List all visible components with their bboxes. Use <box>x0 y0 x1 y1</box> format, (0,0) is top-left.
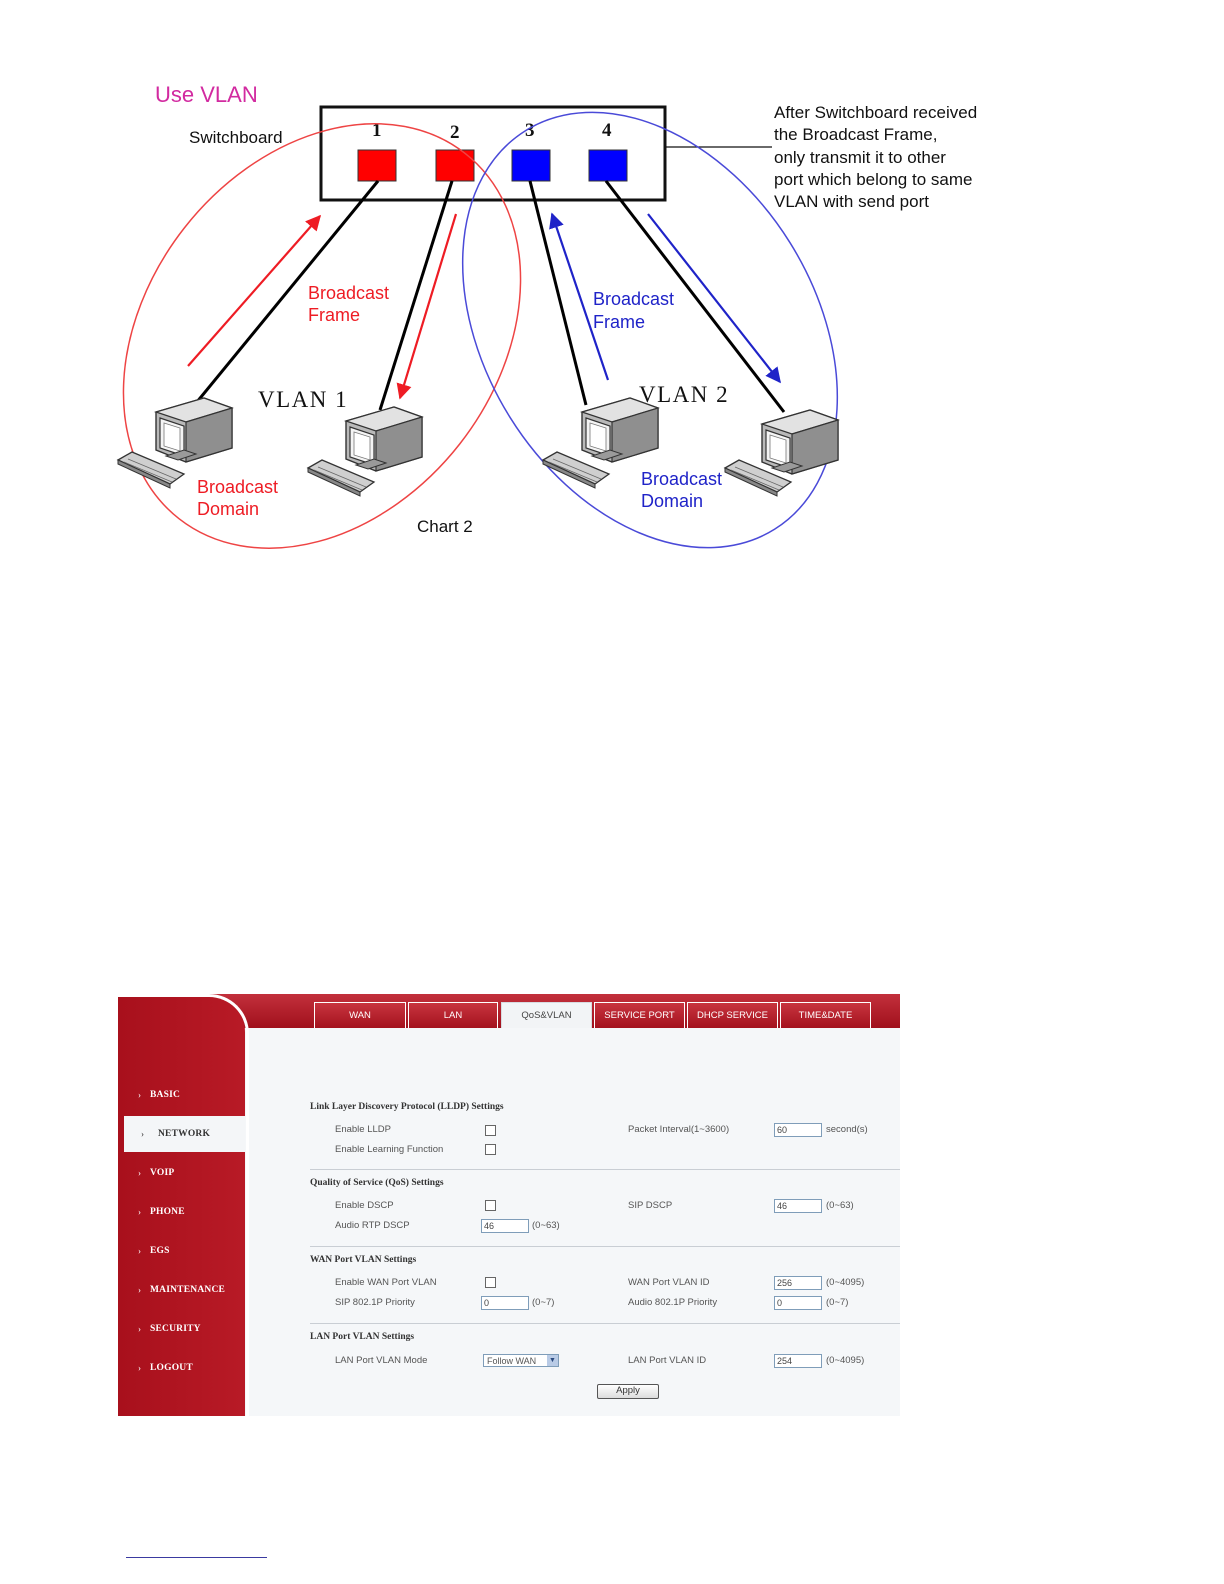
port-4 <box>589 150 627 181</box>
audio-rtp-dscp-range: (0~63) <box>532 1220 560 1231</box>
apply-button[interactable]: Apply <box>597 1384 659 1399</box>
enable-dscp-checkbox[interactable] <box>485 1200 496 1211</box>
chevron-right-icon: › <box>138 1090 141 1100</box>
broadcast-frame-blue-line2: Frame <box>593 312 646 332</box>
lan-vlan-mode-value: Follow WAN <box>487 1356 537 1366</box>
chevron-right-icon: › <box>138 1285 141 1295</box>
vlan-diagram <box>0 0 1224 600</box>
packet-interval-label: Packet Interval(1~3600) <box>628 1124 730 1135</box>
chevron-right-icon: › <box>138 1246 141 1256</box>
computer-3-icon <box>582 398 658 462</box>
chevron-right-icon: › <box>138 1324 141 1334</box>
chart-caption: Chart 2 <box>417 517 473 536</box>
computer-2-icon <box>346 407 422 471</box>
lan-vlan-id-range: (0~4095) <box>826 1355 865 1366</box>
chevron-right-icon: › <box>138 1207 141 1217</box>
divider <box>310 1169 900 1170</box>
sip-priority-input[interactable]: 0 <box>481 1296 529 1310</box>
nav-label: EGS <box>150 1246 170 1256</box>
nav-basic[interactable] <box>118 1080 245 1110</box>
nav-label: MAINTENANCE <box>150 1285 226 1295</box>
port-3 <box>512 150 550 181</box>
nav-maintenance[interactable] <box>118 1275 245 1305</box>
chevron-right-icon: › <box>138 1363 141 1373</box>
nav-label: PHONE <box>150 1207 185 1217</box>
sip-priority-range: (0~7) <box>532 1297 555 1308</box>
sip-priority-label: SIP 802.1P Priority <box>335 1297 415 1308</box>
packet-interval-input[interactable]: 60 <box>774 1123 822 1137</box>
broadcast-domain-red-line1: Broadcast <box>197 477 279 497</box>
nav-label: VOIP <box>150 1168 175 1178</box>
tab-time-date[interactable]: TIME&DATE <box>780 1002 871 1028</box>
sip-dscp-range: (0~63) <box>826 1200 854 1211</box>
nav-label: LOGOUT <box>150 1363 193 1373</box>
broadcast-domain-blue-line2: Domain <box>641 491 704 511</box>
port-number-2: 2 <box>450 122 460 143</box>
tab-dhcp-service[interactable]: DHCP SERVICE <box>687 1002 778 1028</box>
audio-rtp-dscp-label: Audio RTP DSCP <box>335 1220 410 1231</box>
tab-qos-vlan[interactable]: QoS&VLAN <box>501 1002 592 1028</box>
audio-rtp-dscp-input[interactable]: 46 <box>481 1219 529 1233</box>
packet-interval-unit: second(s) <box>826 1124 868 1135</box>
lan-vlan-mode-select[interactable] <box>483 1354 559 1367</box>
sip-dscp-label: SIP DSCP <box>628 1200 673 1211</box>
tab-wan[interactable]: WAN <box>314 1002 406 1028</box>
nav-label: SECURITY <box>150 1324 201 1334</box>
divider <box>310 1246 900 1247</box>
lldp-section-title: Link Layer Discovery Protocol (LLDP) Settings <box>310 1102 504 1112</box>
wan-vlan-id-range: (0~4095) <box>826 1277 865 1288</box>
port-number-1: 1 <box>372 120 382 141</box>
annotation-line-3: only transmit it to other <box>774 148 946 167</box>
wan-vlan-id-input[interactable]: 256 <box>774 1276 822 1290</box>
audio-priority-range: (0~7) <box>826 1297 849 1308</box>
vlan2-label: VLAN 2 <box>639 382 730 407</box>
audio-priority-label: Audio 802.1P Priority <box>628 1297 718 1308</box>
annotation-line-1: After Switchboard received <box>774 103 978 122</box>
nav-label: BASIC <box>150 1090 181 1100</box>
port-2 <box>436 150 474 181</box>
chevron-right-icon: › <box>138 1168 141 1178</box>
nav-network[interactable] <box>124 1116 245 1152</box>
red-arrow-up <box>188 216 320 366</box>
enable-lldp-label: Enable LLDP <box>335 1124 391 1135</box>
chevron-down-icon[interactable]: ▼ <box>547 1355 558 1366</box>
nav-phone[interactable] <box>118 1197 245 1227</box>
tab-service-port[interactable]: SERVICE PORT <box>594 1002 685 1028</box>
annotation-text <box>774 103 977 211</box>
lan-vlan-id-input[interactable]: 254 <box>774 1354 822 1368</box>
chevron-right-icon: › <box>141 1129 144 1139</box>
port-1 <box>358 150 396 181</box>
audio-priority-input[interactable]: 0 <box>774 1296 822 1310</box>
nav-egs[interactable] <box>118 1236 245 1266</box>
switchboard-label: Switchboard <box>189 128 283 147</box>
enable-lldp-checkbox[interactable] <box>485 1125 496 1136</box>
wan-vlan-id-label: WAN Port VLAN ID <box>628 1277 710 1288</box>
router-settings-screenshot <box>118 994 900 1416</box>
broadcast-domain-red-line2: Domain <box>197 499 260 519</box>
lan-vlan-mode-label: LAN Port VLAN Mode <box>335 1355 428 1366</box>
port-number-4: 4 <box>602 120 612 141</box>
nav-security[interactable] <box>118 1314 245 1344</box>
diagram-title: Use VLAN <box>155 82 258 107</box>
red-arrow-down <box>400 214 456 398</box>
wan-vlan-section-title: WAN Port VLAN Settings <box>310 1255 417 1265</box>
divider <box>310 1323 900 1324</box>
enable-wan-vlan-checkbox[interactable] <box>485 1277 496 1288</box>
tab-lan[interactable]: LAN <box>408 1002 498 1028</box>
annotation-line-4: port which belong to same <box>774 170 973 189</box>
annotation-line-5: VLAN with send port <box>774 192 929 211</box>
footnote-separator <box>126 1557 267 1558</box>
computer-1-icon <box>156 398 232 462</box>
lan-vlan-section-title: LAN Port VLAN Settings <box>310 1332 415 1342</box>
port-number-3: 3 <box>525 120 535 141</box>
enable-dscp-label: Enable DSCP <box>335 1200 394 1211</box>
enable-wan-vlan-label: Enable WAN Port VLAN <box>335 1277 437 1288</box>
broadcast-domain-blue-line1: Broadcast <box>641 469 723 489</box>
qos-section-title: Quality of Service (QoS) Settings <box>310 1178 444 1188</box>
sip-dscp-input[interactable]: 46 <box>774 1199 822 1213</box>
broadcast-frame-red-line2: Frame <box>308 305 361 325</box>
nav-label: NETWORK <box>158 1129 211 1139</box>
annotation-line-2: the Broadcast Frame, <box>774 125 938 144</box>
cable-2 <box>380 181 452 410</box>
vlan1-label: VLAN 1 <box>258 387 349 412</box>
broadcast-frame-blue-line1: Broadcast <box>593 289 675 309</box>
broadcast-frame-red-line1: Broadcast <box>308 283 390 303</box>
nav-voip[interactable] <box>118 1158 245 1188</box>
nav-logout[interactable] <box>118 1353 245 1383</box>
enable-learning-checkbox[interactable] <box>485 1144 496 1155</box>
enable-learning-label: Enable Learning Function <box>335 1144 444 1155</box>
lan-vlan-id-label: LAN Port VLAN ID <box>628 1355 707 1366</box>
